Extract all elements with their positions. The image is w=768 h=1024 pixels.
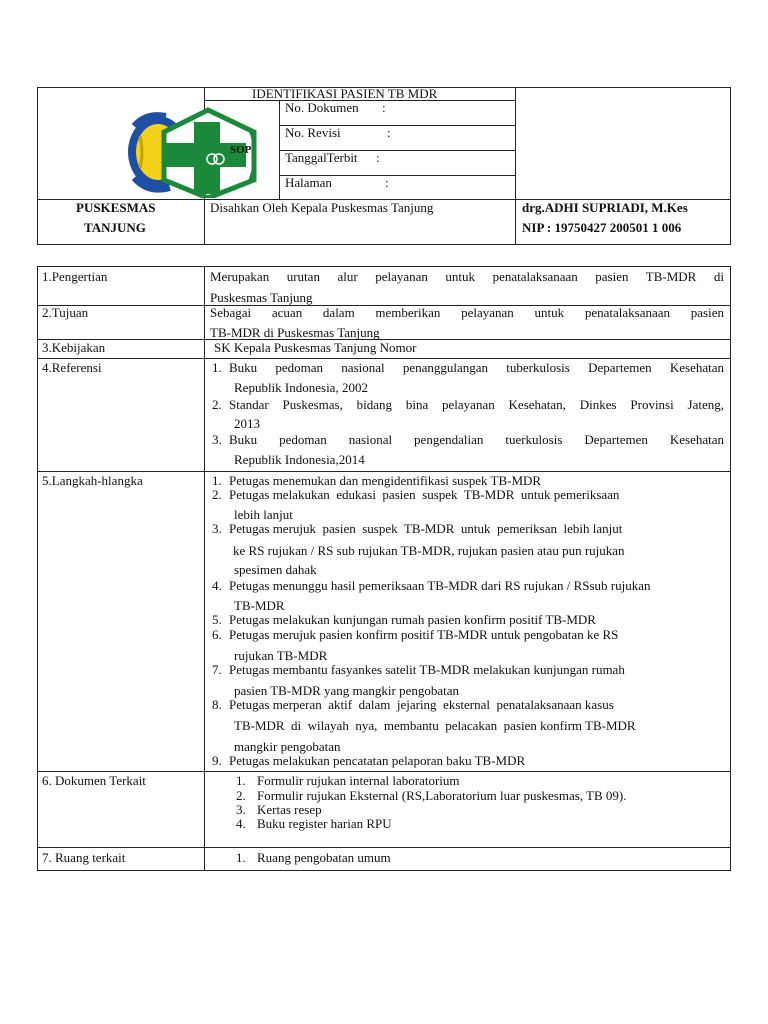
approval-text: Disahkan Oleh Kepala Puskesmas Tanjung: [210, 200, 434, 215]
org-name-line1: PUSKESMAS: [76, 200, 156, 215]
list-item-text: Kertas resep: [257, 802, 322, 817]
section-kebijakan-text: SK Kepala Puskesmas Tanjung Nomor: [214, 340, 417, 355]
section-pengertian-line2: Puskesmas Tanjung: [210, 290, 313, 305]
field-no-dokumen-label: No. Dokumen: [285, 100, 359, 115]
section-tujuan-line2: TB-MDR di Puskesmas Tanjung: [210, 325, 380, 340]
list-item-text: Petugas membantu fasyankes satelit TB-MDR melakukan kunjungan rumah: [229, 662, 625, 677]
list-item-number: 4.: [236, 816, 246, 831]
section-kebijakan-label: 3.Kebijakan: [42, 340, 106, 355]
list-item-text: Republik Indonesia,2014: [234, 452, 365, 467]
list-item-text: Formulir rujukan Eksternal (RS,Laboratorium luar puskesmas, TB 09).: [257, 788, 627, 803]
field-tanggal-terbit-label: TanggalTerbit: [285, 150, 358, 165]
field-halaman-sep: :: [385, 175, 389, 190]
list-item-text: Buku pedoman nasional penanggulangan tuberkulosis Departemen Kesehatan: [229, 360, 724, 375]
list-item-text: Ruang pengobatan umum: [257, 850, 391, 865]
list-item-text: Republik Indonesia, 2002: [234, 380, 368, 395]
list-item-text: Petugas merujuk pasien suspek TB-MDR untuk pemeriksan lebih lanjut: [229, 521, 623, 536]
section-pengertian-line1: Merupakan urutan alur pelayanan untuk penatalaksanaan pasien TB-MDR di: [210, 269, 724, 284]
section-tujuan-label: 2.Tujuan: [42, 305, 89, 320]
list-item-text: 2013: [234, 416, 260, 431]
field-no-revisi-label: No. Revisi: [285, 125, 341, 140]
list-item-text: Petugas merperan aktif dalam jejaring eksternal penatalaksanaan kasus: [229, 697, 614, 712]
field-no-dokumen-sep: :: [382, 100, 386, 115]
list-item-text: Buku register harian RPU: [257, 816, 392, 831]
document-title: IDENTIFIKASI PASIEN TB MDR: [252, 86, 438, 101]
list-item-text: Petugas melakukan edukasi pasien suspek TB-MDR untuk pemeriksaan: [229, 487, 620, 502]
list-item-text: pasien TB-MDR yang mangkir pengobatan: [234, 683, 460, 698]
section-langkah-label: 5.Langkah-hlangka: [42, 473, 143, 488]
signer-name: drg.ADHI SUPRIADI, M.Kes: [522, 200, 688, 215]
list-item-text: TB-MDR: [234, 598, 285, 613]
list-item-number: 1.: [212, 473, 222, 488]
list-item-number: 6.: [212, 627, 222, 642]
org-name-line2: TANJUNG: [84, 220, 146, 235]
signer-nip: NIP : 19750427 200501 1 006: [522, 220, 682, 235]
field-halaman-label: Halaman: [285, 175, 332, 190]
list-item-number: 4.: [212, 578, 222, 593]
list-item-number: 1.: [236, 773, 246, 788]
list-item-text: Formulir rujukan internal laboratorium: [257, 773, 460, 788]
list-item-number: 8.: [212, 697, 222, 712]
list-item-number: 2.: [212, 487, 222, 502]
list-item-number: 5.: [212, 612, 222, 627]
list-item-text: ke RS rujukan / RS sub rujukan TB-MDR, rujukan pasien atau pun rujukan: [233, 543, 625, 558]
list-item-text: spesimen dahak: [234, 562, 317, 577]
list-item-text: Petugas merujuk pasien konfirm positif TB-MDR untuk pengobatan ke RS: [229, 627, 619, 642]
list-item-number: 1.: [236, 850, 246, 865]
list-item-number: 2.: [236, 788, 246, 803]
list-item-number: 1.: [212, 360, 222, 375]
section-pengertian-label: 1.Pengertian: [42, 269, 108, 284]
list-item-number: 9.: [212, 753, 222, 768]
list-item-text: Standar Puskesmas, bidang bina pelayanan Kesehatan, Dinkes Provinsi Jateng,: [229, 397, 724, 412]
list-item-number: 7.: [212, 662, 222, 677]
section-tujuan-line1: Sebagai acuan dalam memberikan pelayanan untuk penatalaksanaan pasien: [210, 305, 724, 320]
list-item-text: mangkir pengobatan: [234, 739, 341, 754]
list-item-text: lebih lanjut: [234, 507, 293, 522]
list-item-number: 3.: [212, 432, 222, 447]
sop-label: SOP: [230, 144, 252, 156]
list-item-number: 3.: [236, 802, 246, 817]
list-item-text: Buku pedoman nasional pengendalian tuerkulosis Departemen Kesehatan: [229, 432, 724, 447]
list-item-text: Petugas melakukan kunjungan rumah pasien konfirm positif TB-MDR: [229, 612, 596, 627]
list-item-number: 3.: [212, 521, 222, 536]
list-item-number: 2.: [212, 397, 222, 412]
section-ruang-label: 7. Ruang terkait: [42, 850, 126, 865]
field-tanggal-terbit-sep: :: [376, 150, 380, 165]
list-item-text: Petugas melakukan pencatatan pelaporan baku TB-MDR: [229, 753, 526, 768]
section-dokumen-label: 6. Dokumen Terkait: [42, 773, 146, 788]
field-no-revisi-sep: :: [387, 125, 391, 140]
list-item-text: rujukan TB-MDR: [234, 648, 328, 663]
list-item-text: Petugas menemukan dan mengidentifikasi suspek TB-MDR: [229, 473, 542, 488]
list-item-text: TB-MDR di wilayah nya, membantu pelacakan pasien konfirm TB-MDR: [234, 718, 636, 733]
section-referensi-label: 4.Referensi: [42, 360, 102, 375]
list-item-text: Petugas menunggu hasil pemeriksaan TB-MDR dari RS rujukan / RSsub rujukan: [229, 578, 651, 593]
